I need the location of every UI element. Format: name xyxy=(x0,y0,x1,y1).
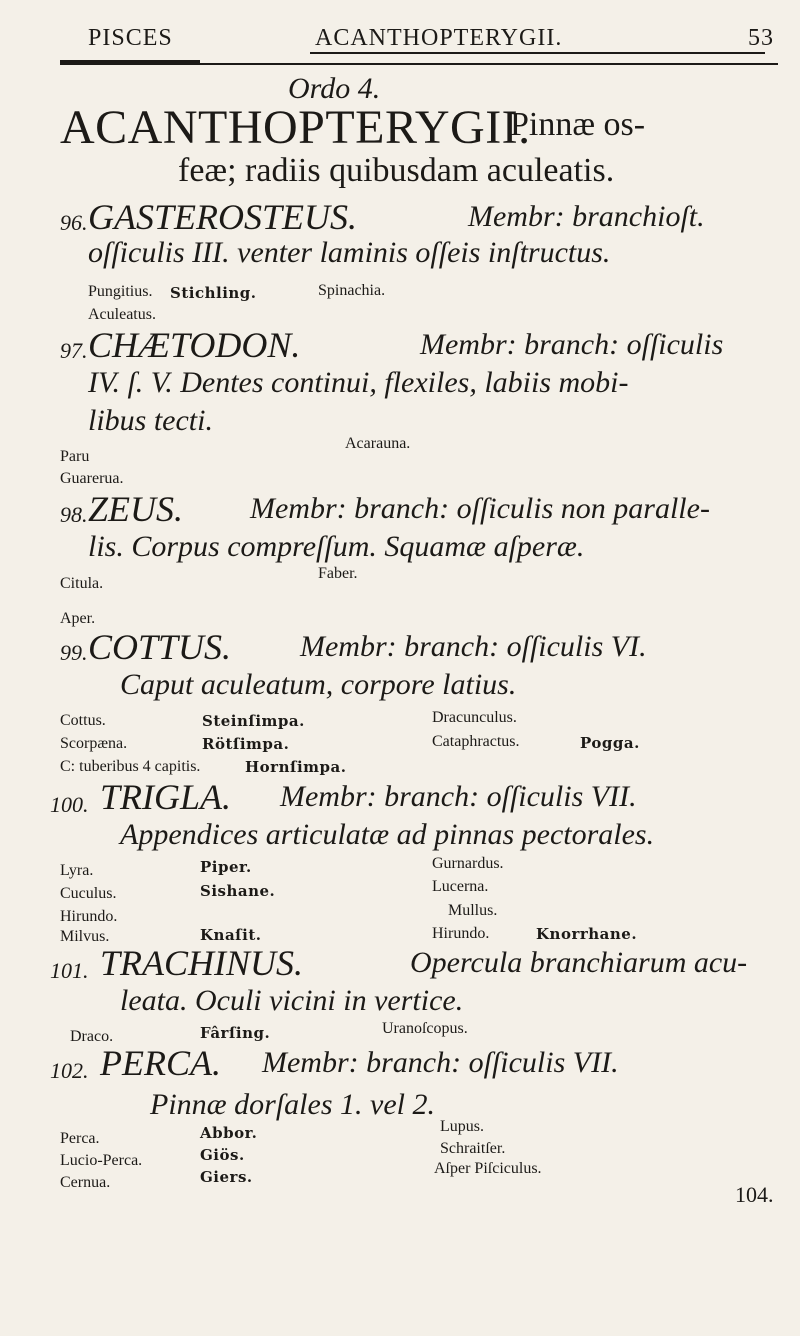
synonym: Lucerna. xyxy=(432,878,489,895)
synonym: Acarauna. xyxy=(345,435,411,452)
synonym: Perca. xyxy=(60,1130,100,1147)
synonym: Aſper Piſciculus. xyxy=(434,1160,542,1177)
genus-description: Appendices articulatæ ad pinnas pectorales. xyxy=(120,818,655,851)
order-title-rest: Pinnæ os- xyxy=(510,106,646,143)
entry-number: 96. xyxy=(60,210,88,235)
header-underline xyxy=(310,52,765,54)
running-head-page: 53 xyxy=(748,25,774,51)
synonym: Sishane. xyxy=(200,882,276,900)
synonym: Stichling. xyxy=(170,284,257,302)
synonym: Cottus. xyxy=(60,712,106,729)
synonym: Faber. xyxy=(318,565,358,582)
running-head-center: ACANTHOPTERYGII. xyxy=(315,25,563,51)
synonym: Fârſing. xyxy=(200,1024,271,1042)
genus-description: Pinnæ dorſales 1. vel 2. xyxy=(150,1088,435,1121)
genus-description: Caput aculeatum, corpore latius. xyxy=(120,668,517,701)
synonym: Cernua. xyxy=(60,1174,111,1191)
entry-number: 100. xyxy=(50,792,89,817)
genus-description: oſſiculis III. venter laminis oſſeis inſtructus. xyxy=(88,236,611,269)
entry-number: 99. xyxy=(60,640,88,665)
genus-description: IV. ſ. V. Dentes continui, flexiles, labiis mobi- xyxy=(88,366,629,399)
synonym: Steinſimpa. xyxy=(202,712,305,730)
genus-name: CHÆTODON. xyxy=(88,325,301,365)
genus-description: Membr: branch: oſſiculis VII. xyxy=(262,1046,619,1079)
header-rule xyxy=(60,63,778,65)
synonym: Citula. xyxy=(60,575,104,592)
page-number: 104. xyxy=(735,1182,774,1207)
synonym: Guarerua. xyxy=(60,470,124,487)
synonym: Piper. xyxy=(200,858,252,876)
genus-description: Membr: branchioſt. xyxy=(468,200,705,233)
genus-name: PERCA. xyxy=(100,1043,221,1083)
synonym: Pungitius. xyxy=(88,283,153,300)
synonym: Lyra. xyxy=(60,862,94,879)
genus-name: GASTEROSTEUS. xyxy=(88,197,357,237)
synonym: Cuculus. xyxy=(60,885,117,902)
synonym: Aculeatus. xyxy=(88,306,156,323)
synonym: Draco. xyxy=(70,1028,114,1045)
synonym: Uranoſcopus. xyxy=(382,1020,468,1037)
order-description: feæ; radiis quibusdam aculeatis. xyxy=(178,152,615,189)
genus-name: TRIGLA. xyxy=(100,777,232,817)
synonym: Hirundo. xyxy=(60,908,118,925)
synonym: Knaſit. xyxy=(200,926,262,944)
synonym: Cataphractus. xyxy=(432,733,520,750)
genus-description: Opercula branchiarum acu- xyxy=(410,946,748,979)
synonym: Giös. xyxy=(200,1146,245,1164)
genus-name: TRACHINUS. xyxy=(100,943,304,983)
synonym: Hirundo. xyxy=(432,925,490,942)
ordo-heading: Ordo 4. xyxy=(288,72,381,105)
order-title: ACANTHOPTERYGII. xyxy=(60,101,531,154)
entry-number: 97. xyxy=(60,338,88,363)
synonym: Lucio-Perca. xyxy=(60,1152,143,1169)
genus-description: leata. Oculi vicini in vertice. xyxy=(120,984,464,1017)
genus-description: libus tecti. xyxy=(88,404,213,437)
synonym: Paru xyxy=(60,448,90,465)
synonym: Giers. xyxy=(200,1168,253,1186)
entry-number: 98. xyxy=(60,502,88,527)
synonym: Scorpæna. xyxy=(60,735,128,752)
genus-description: Membr: branch: oſſiculis VII. xyxy=(280,780,637,813)
synonym: Schraitſer. xyxy=(440,1140,506,1157)
entry-number: 102. xyxy=(50,1058,89,1083)
synonym: Dracunculus. xyxy=(432,709,517,726)
genus-description: Membr: branch: oſſiculis VI. xyxy=(300,630,647,663)
running-head-left: PISCES xyxy=(88,25,173,51)
synonym: Knorrhane. xyxy=(536,925,638,943)
genus-name: ZEUS. xyxy=(88,489,184,529)
synonym: Hornſimpa. xyxy=(245,758,347,776)
genus-description: Membr: branch: oſſiculis xyxy=(420,328,724,361)
genus-name: COTTUS. xyxy=(88,627,232,667)
synonym: Milvus. xyxy=(60,928,110,945)
genus-description: lis. Corpus compreſſum. Squamæ aſperæ. xyxy=(88,530,585,563)
synonym: Rötſimpa. xyxy=(202,735,290,753)
genus-description: Membr: branch: oſſiculis non paralle- xyxy=(250,492,710,525)
synonym: Pogga. xyxy=(580,734,640,752)
synonym: C: tuberibus 4 capitis. xyxy=(60,758,201,775)
synonym: Spinachia. xyxy=(318,282,386,299)
synonym: Abbor. xyxy=(200,1124,258,1142)
synonym: Aper. xyxy=(60,610,96,627)
synonym: Lupus. xyxy=(440,1118,484,1135)
entry-number: 101. xyxy=(50,958,89,983)
synonym: Gurnardus. xyxy=(432,855,504,872)
synonym: Mullus. xyxy=(448,902,498,919)
